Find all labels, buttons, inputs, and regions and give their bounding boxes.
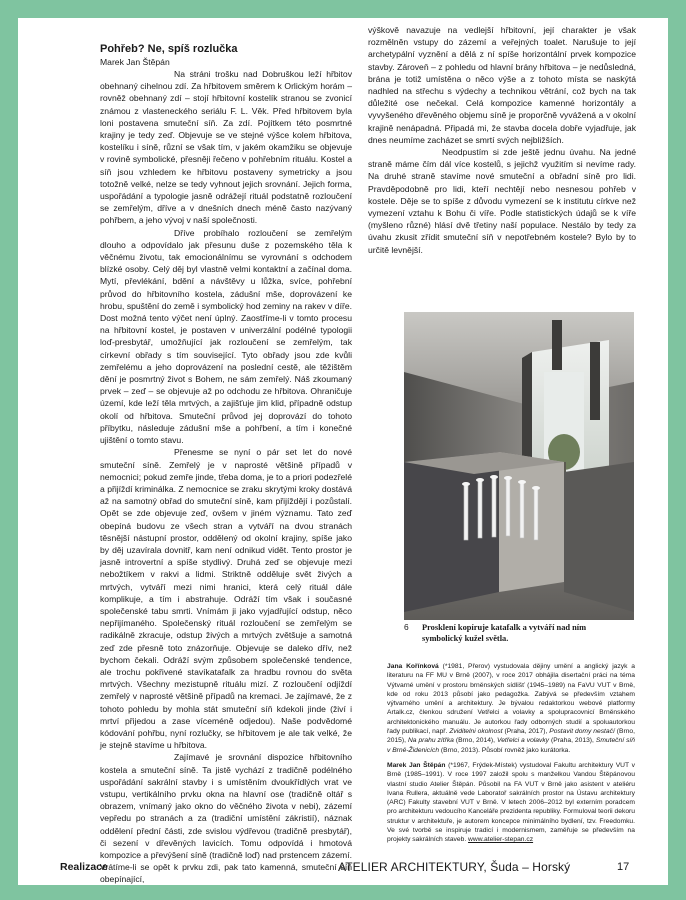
- right-column: [368, 24, 636, 256]
- bio-text: (*1981, Přerov) vystudovala dějiny umění a anglický jazyk a literaturu na FF MU v Brně (2007), v roce 2017 obhájila disertační práci na téma Výtvarné umění v prostoru brněnských sídlišť (1945–1989) na FaVU VUT v Brně, kde od roku 2013 působí jako pedagožka. Zabývá se především vztahem výtvarného umění a architektury. Je bývalou redaktorkou webové platformy Artalk.cz, členkou sdružení Vetřelci a volavky a spolupracovnicí Brněnského architektonického manuálu. Je autorkou řady odborných studií a spoluautorkou řady publikací, např.: [387, 663, 635, 736]
- bio-stepan: [387, 761, 635, 845]
- bio-text: (Praha, 2013),: [549, 737, 596, 745]
- caption-line-2: symbolický kužel světla.: [422, 633, 509, 643]
- page-number: 17: [617, 861, 630, 873]
- footer-running-title: ATELIER ARCHITEKTURY, Šuda – Horský: [338, 860, 571, 874]
- page: [18, 18, 668, 885]
- ceremonial-hall-illustration: [404, 312, 634, 620]
- bio-name: Jana Kořínková: [387, 663, 439, 670]
- figure-number: 6: [404, 622, 409, 632]
- paragraph: Zajímavé je srovnání dispozice hřbitovního kostela a smuteční síně. Ta jistě vychází z tradičně podélného uspořádání sakrální stavby i s umístěním dvoukřídlých vrat ve vstupu, vertikálního prvku okna na hlavní ose (tradičně oltář s obrazem, vnímaný jako okno do věčného života v nebi), zázemí vepředu po stranách a za (tradiční umístění zákristií), náznak oddělení přední části, zde svislou výdřevou (tradičně presbytář), či sezení v dřevěných lavicích. Tomu odpovídá i hmotová kompozice a převýšení síně (tradičně loď) nad prstencem zázemí. Vrátíme-li se opět k prvku zdi, pak tato kamenná, smuteční síň obepínající,: [100, 752, 352, 885]
- paragraph: výškově navazuje na vedlejší hřbitovní, její charakter je však rozmělněn vstupy do zázemí a veřejných toalet. Narušuje to její archetypální vyznění a dělá z ní spíše horizontální prvek kompozice stavby. Zároveň – z pohledu od hlavní brány hřbitova – je nedůsledná, brána je totiž umístěna o něco výše a z tohoto místa se naskýtá nadhled na střechu s výdechy a technikou větrání, což bych na tak důležité ose nečekal. Celá kompozice kamenné horizontály a vyvyšeného dřevěného objemu síně je proporčně vyvážená a v okolní krajině nenápadná. Připadá mi, že stavba docela dobře vyjadřuje, jak dnes neumíme zacházet se smrtí svých nejbližších.: [368, 25, 636, 145]
- bio-text: (Brno, 2015),: [387, 728, 635, 745]
- bio-text: (Brno, 2014),: [453, 737, 497, 745]
- interior-photo: [404, 312, 634, 620]
- book-title: Smuteční síň v Brně-Židenicích: [387, 737, 636, 754]
- book-title: Zviditelni okolnost: [449, 728, 503, 736]
- figure-caption: [404, 622, 634, 644]
- left-column: [100, 42, 352, 886]
- website-link[interactable]: www.atelier-stepan.cz: [468, 836, 534, 844]
- caption-line-1: Prosklení kopíruje katafalk a vytváří nad ním: [422, 623, 587, 632]
- paragraph: Na stráni trošku nad Dobruškou leží hřbitov obehnaný cihelnou zdí. Za hřbitovem směrem k Orlickým horám – rovněž obehnaný zdí – stojí hřbitovní kostelík stranou se zvonicí známou z vlasteneckého seriálu F. L. Věk. Před hřbitovem byla loni postavena smuteční síň. Za zdí. Pojítkem této posmrtné krajiny je tedy zeď. Objevuje se ve stejné výšce kolem hřbitova, kostelíku i síně, různí se však tím, v jakém okamžiku se objevuje v rovině symbolické, přesněji řečeno v pohřebním rituálu. Kostel a síň jsou vzhledem ke hřbitovu postaveny symetricky a jsou totožně velké, nelze se tedy vyhnout jejich srovnání. Jejich forma, uspořádání a typologie jasně odrážejí rituál podstatně rozloučení se zemřelým, dříve a v dnešních dnech méně často nazývaný pohřbem, a jeho vývoj v naší společnosti.: [100, 69, 352, 226]
- paragraph: Dříve probíhalo rozloučení se zemřelým dlouho a odpovídalo jak přesunu duše z pozemského těla k věčnému životu, tak emocionálnímu se vyrovnání s odchodem blízké osoby. Celý děj byl vlastně velmi kontaktní a začínal doma. Mytí, převlékání, bdění a návštěvy u lůžka, svíce, pohřební průvod do hřbitovního kostela, zádušní mše, doprovázení ke hrobu, spuštění do země i symbolický hod zeminy na rakev v díře. Dost možná tento výčet není úplný. Zaostříme-li v tomto procesu na hřbitovní kostel, je postaven v univerzální podélné typologii loď-presbytář, umožňující jak rozloučení se zemřelým, tak církevní obřady s tím související. Tyto obřady jsou zde kvůli zemřelému a jeho doprovázení na poslední cestě, ale těžištěm dění je posmrtný život s Bohem, ne sám zemřelý. Náš zkoumaný prvek – zeď – se objevuje až po odchodu ze hřbitova. Ohraničuje území, kde leží těla mrtvých, a zajišťuje jim klid, případně odstup okolí od hřbitova. Smuteční průvod jej doprovází do tohoto příbytku, následuje zádušní mše a pohřbení, a tím i konečné ujištění o tomto stavu.: [100, 227, 352, 446]
- bio-text: (Praha, 2017),: [502, 728, 550, 736]
- bio-text: (*1967, Frýdek-Místek) vystudoval Fakultu architektury VUT v Brně (1985–1991). V roce 1997 založil spolu s manželkou Vandou Štěpánovou vlastní studio Atelier Štěpán. Působil na FA VUT v Brně jako asistent v ateliéru Ivana Rullera, aktuálně vede Laboratoř sakrálních prostor na Ústavu architektury (ARC) Fakulty stavební VUT v Brně. V letech 2006–2012 byl externím poradcem pro architekturu vedoucího Kanceláře prezidenta republiky. Formuloval teorii dekoru struktur v architektuře, je autorem koncepce minimálního bydlení, tzv. Freedomku. Ve své tvorbě se inspiruje tradicí i modernismem, zaměřuje se především na projekty sakrálních staveb.: [387, 761, 635, 844]
- paragraph: Neodpustím si zde ještě jednu úvahu. Na jedné straně máme čím dál více kostelů, s jejichž využitím si nevíme rady. Na druhé straně stavíme nové smuteční a obřadní síně pro lidi. Pravděpodobně pro lidi, kteří nechtějí nebo nesnesou pohřeb v kostele. Děje se to spíše z důvodu vymezení se k institutu církve než vymezení vztahu k Bohu či víře. Podle statistických údajů se k víře (myšleno různé) hlásí dvě třetiny naší populace. Nestálo by tedy za úvahu zkusit zřídit smuteční síň v nepotřebném kostele? Bylo by to určitě levnější.: [368, 147, 636, 255]
- article-title: Pohřeb? Ne, spíš rozlučka: [100, 43, 238, 55]
- bio-text: (Brno, 2013). Působí rovněž jako kurátorka.: [439, 746, 571, 754]
- paragraph: Přenesme se nyní o pár set let do nové smuteční síně. Zemřelý je v naprosté většině případů v nemocnici; pokud zemře jinde, třeba doma, je to a priori podezřelé a přijíždí kriminálka. Z nemocnice se zraku skrytými kroky dostává až na samotný obřad do smuteční síně, kam přijíždějí i pozůstalí. Opět se zde objevuje zeď, ovšem v jiném významu. Tato zeď obepíná budovu ze všech stran a vytváří na dvou stranách těsnější nástupní prostor, oddělený od okolní krajiny, spíše jako by děj uzavírala dovnitř, kam není odnikud vidět. Tento prostor je jasně introvertní a spíše stydlivý. Druhá zeď se objevuje mezi nebožtíkem v rakvi a lidmi. Striktně odděluje svět živých a mrtvých, vytváří mezi nimi hranici, která celý rituál dále komplikuje, a tím i abstrahuje. Odráží tím však i současné společenské tabu smrti. Vnímám ji jako vyjadřující odstup, něco nepřijímaného. Společenský rituál rozloučení se zemřelým se radikálně zkracuje, odstup živých a mrtvých zvětšuje a samotná zeď zde přesně toto znázorňuje. Objevuje se daleko dřív, než bychom čekali. Odráží svým způsobem společenské tendence, ale trochu pokřivené stavíkatafalk za hradbu rovnou do světa mrtvých. Všechny mezistupně rituálu mizí. Z rozloučení odjíždí zemřelý v naprosté většině případů na kremaci. Je zajímavé, že z tohoto pohledu by mohla stát smuteční síň kdekoli jinde (živí i mrtví přijedou a zase víceméně odjedou). Naše podvědomé kódování pohřbu, nyní rozlučky, se hřbitovem je ale tak velké, že je stejně stavíme u hřbitova.: [100, 447, 352, 751]
- article-author: Marek Jan Štěpán: [100, 57, 170, 67]
- book-title: Vetřelci a volavky: [497, 737, 550, 745]
- bio-korinkova: [387, 662, 635, 755]
- bio-name: Marek Jan Štěpán: [387, 761, 446, 769]
- footer-section: Realizace: [60, 861, 108, 873]
- author-bios: [387, 662, 635, 851]
- book-title: Na prahu zítřka: [407, 737, 454, 745]
- book-title: Postavit domy nestačí: [549, 728, 615, 736]
